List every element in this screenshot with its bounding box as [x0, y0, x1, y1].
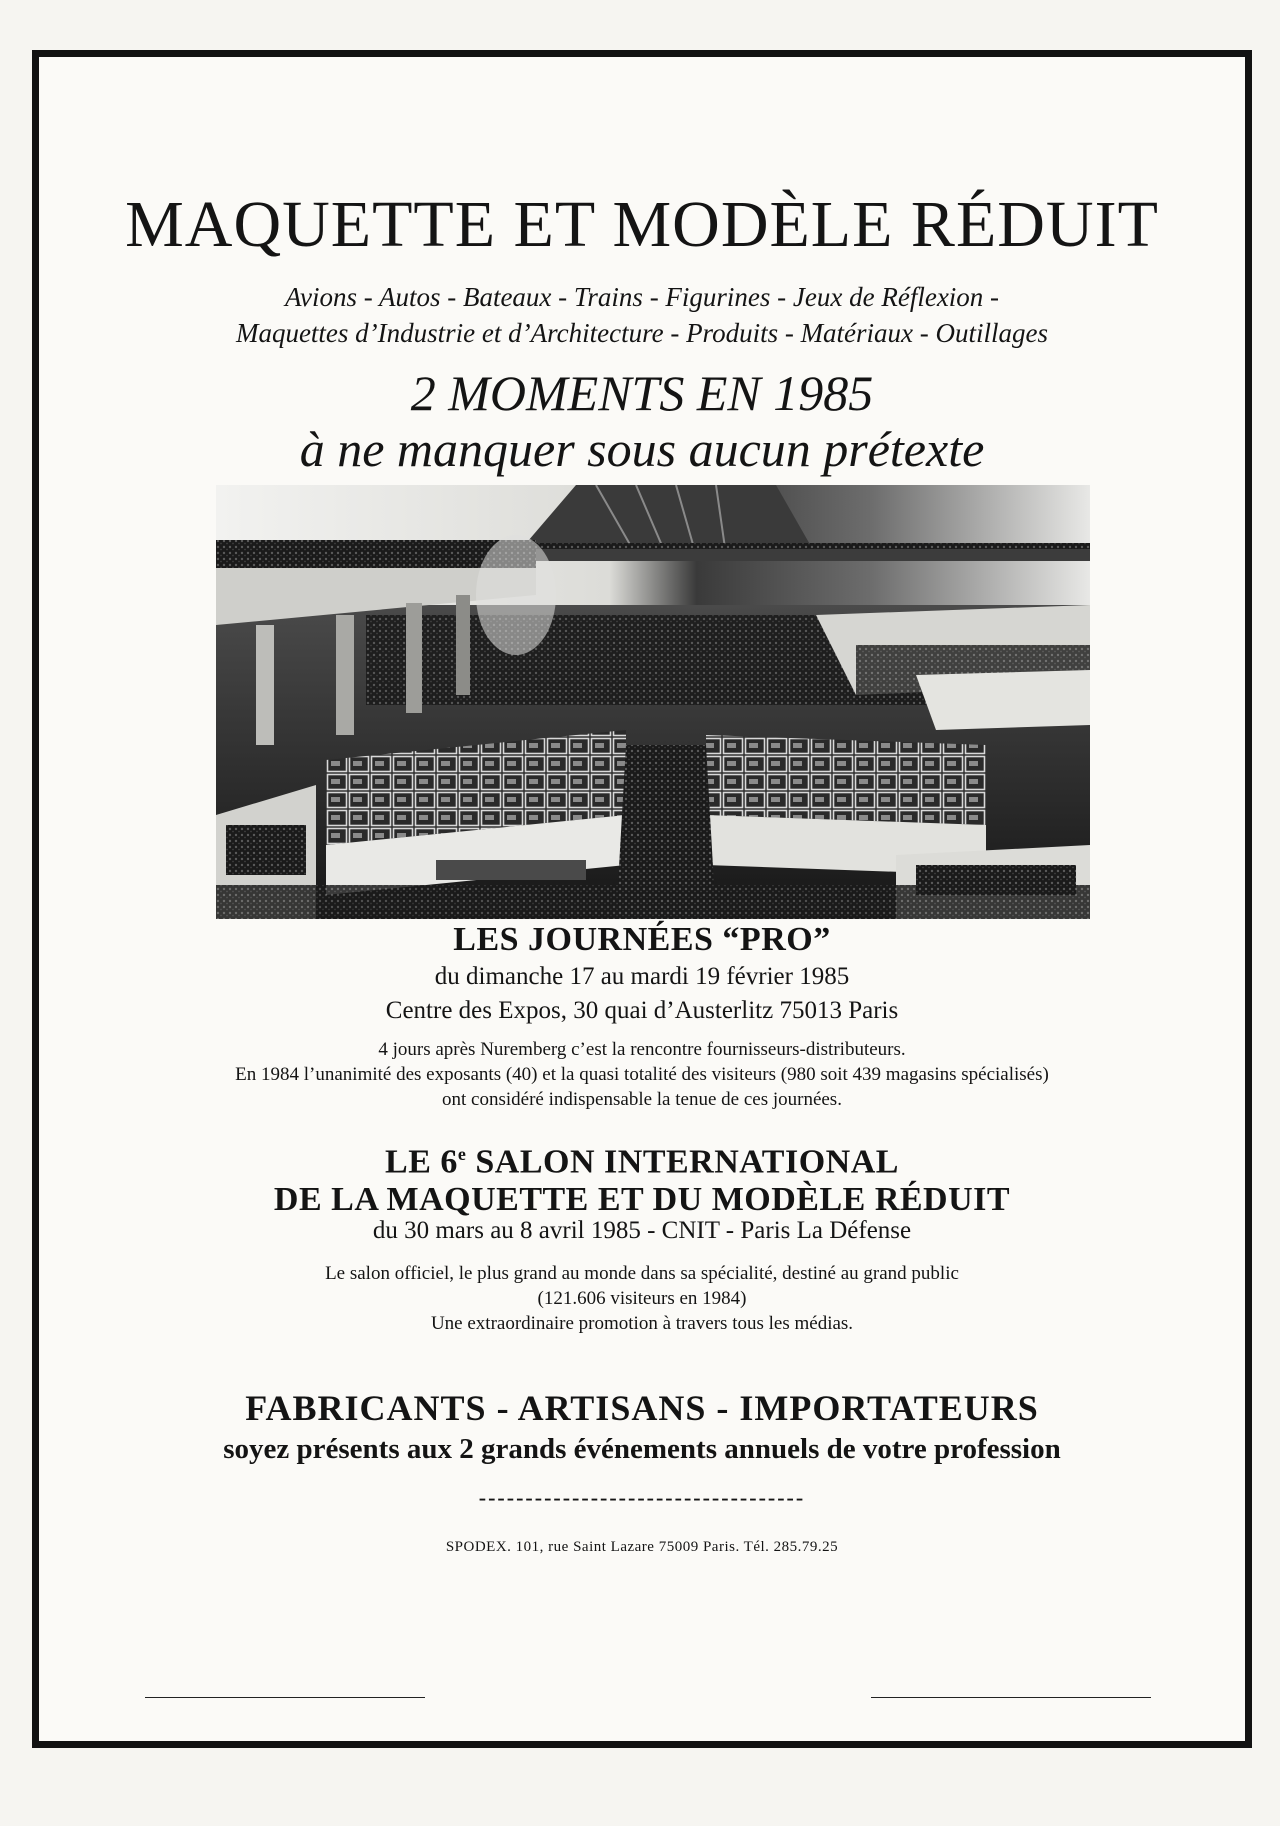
salon-title-ordinal: e [457, 1144, 467, 1164]
journees-desc-line-3: ont considéré indispensable la tenue de ces journées. [442, 1089, 842, 1110]
categories-line-1: Avions - Autos - Bateaux - Trains - Figurines - Jeux de Réflexion - [284, 282, 1000, 312]
journees-desc-line-1: 4 jours après Nuremberg c’est la rencontre fournisseurs-distributeurs. [378, 1039, 906, 1060]
ad-border-frame [32, 50, 1252, 1748]
signature-line-right [871, 1697, 1151, 1698]
salon-description [39, 1261, 1245, 1336]
journees-pro-dates: du dimanche 17 au mardi 19 février 1985 [434, 963, 850, 990]
salon-title [39, 1135, 1245, 1219]
salon-title-prefix: LE 6 [385, 1143, 458, 1181]
moments-line-1: 2 MOMENTS EN 1985 [410, 365, 874, 421]
salon-title-line-2: DE LA MAQUETTE ET DU MODÈLE RÉDUIT [273, 1181, 1011, 1219]
categories-text [39, 279, 1245, 351]
journees-desc-line-2: En 1984 l’unanimité des exposants (40) et la quasi totalité des visiteurs (980 soit 439 magasins spécialisés) [235, 1064, 1049, 1085]
fabricants-title: FABRICANTS - ARTISANS - IMPORTATEURS [245, 1388, 1039, 1428]
journees-pro-place: Centre des Expos, 30 quai d’Austerlitz 75013 Paris [385, 997, 899, 1024]
dashed-separator: ----------------------------------- [478, 1485, 806, 1510]
contact-address: SPODEX. 101, rue Saint Lazare 75009 Paris. Tél. 285.79.25 [445, 1539, 839, 1555]
salon-desc-line-1: Le salon officiel, le plus grand au monde dans sa spécialité, destiné au grand public [325, 1263, 959, 1284]
categories-line-2: Maquettes d’Industrie et d’Architecture - Produits - Matériaux - Outillages [235, 318, 1049, 348]
main-title: MAQUETTE ET MODÈLE RÉDUIT [125, 188, 1159, 261]
journees-pro-description [39, 1037, 1245, 1112]
moments-heading [39, 365, 1245, 477]
salon-dates: du 30 mars au 8 avril 1985 - CNIT - Paris La Défense [372, 1217, 912, 1244]
exhibition-hall-photo [216, 485, 1090, 919]
moments-line-2: à ne manquer sous aucun prétexte [299, 421, 985, 477]
signature-line-left [145, 1697, 425, 1698]
salon-title-rest: SALON INTERNATIONAL [466, 1143, 899, 1181]
journees-pro-title: LES JOURNÉES “PRO” [453, 921, 831, 958]
salon-desc-line-3: Une extraordinaire promotion à travers tous les médias. [430, 1313, 854, 1334]
salon-desc-line-2: (121.606 visiteurs en 1984) [537, 1288, 747, 1309]
salon-title-line-1 [39, 1135, 1245, 1181]
fabricants-subtitle: soyez présents aux 2 grands événements annuels de votre profession [223, 1433, 1061, 1465]
